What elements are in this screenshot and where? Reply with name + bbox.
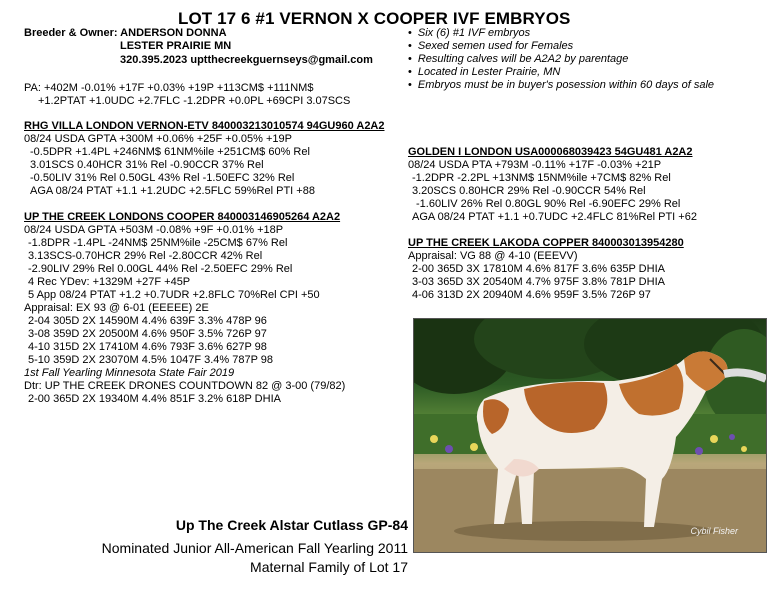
bullet-item: • Embryos must be in buyer's posession within 60 days of sale (408, 79, 714, 92)
dam-line: 3.13SCS-0.70HCR 29% Rel -2.80CCR 42% Rel (28, 250, 263, 262)
breeder-line: Breeder & Owner: ANDERSON DONNA (24, 27, 227, 39)
lakoda-line: Appraisal: VG 88 @ 4-10 (EEEVV) (408, 250, 578, 262)
breeder-location: LESTER PRAIRIE MN (120, 40, 232, 52)
bullet-item: • Sexed semen used for Females (408, 40, 714, 53)
lakoda-header: UP THE CREEK LAKODA COPPER 840003013954280 (408, 237, 684, 249)
golden-line: AGA 08/24 PTAT +1.1 +0.7UDC +2.4FLC 81%Rel PTI +62 (412, 211, 697, 223)
dam-line: 5-10 359D 2X 23070M 4.5% 1047F 3.4% 787P 98 (28, 354, 274, 366)
bullet-item: • Located in Lester Prairie, MN (408, 66, 714, 79)
dam-line: 3-08 359D 2X 20500M 4.6% 950F 3.5% 726P 97 (28, 328, 267, 340)
golden-line: -1.60LIV 26% Rel 0.80GL 90% Rel -6.90EFC 29% Rel (416, 198, 681, 210)
cow-illustration (414, 319, 766, 552)
dam-line: Appraisal: EX 93 @ 6-01 (EEEEE) 2E (24, 302, 209, 314)
lot-bullets (408, 27, 714, 92)
dam-line: 4 Rec YDev: +1329M +27F +45P (28, 276, 191, 288)
pa-line-1: PA: +402M -0.01% +17F +0.03% +19P +113CM$ +111NM$ (24, 82, 314, 94)
bullet-item: • Six (6) #1 IVF embryos (408, 27, 714, 40)
dam-line: -2.90LIV 29% Rel 0.00GL 44% Rel -2.50EFC 29% Rel (28, 263, 293, 275)
dam-line: -1.8DPR -1.4PL -24NM$ 25NM%ile -25CM$ 67% Rel (28, 237, 288, 249)
dam-daughter: Dtr: UP THE CREEK DRONES COUNTDOWN 82 @ 3-00 (79/82) (24, 380, 346, 392)
breeder-contact: 320.395.2023 uptthecreekguernseys@gmail.com (120, 54, 373, 66)
sire-line: 3.01SCS 0.40HCR 31% Rel -0.90CCR 37% Rel (30, 159, 264, 171)
sire-line: -0.5DPR +1.4PL +246NM$ 61NM%ile +251CM$ 60% Rel (30, 146, 310, 158)
golden-line: 08/24 USDA PTA +793M -0.11% +17F -0.03% +21P (408, 159, 662, 171)
dam-header: UP THE CREEK LONDONS COOPER 840003146905264 A2A2 (24, 211, 341, 223)
photo-caption-line: Nominated Junior All-American Fall Yearling 2011 (101, 540, 408, 556)
photo-caption-title: Up The Creek Alstar Cutlass GP-84 (175, 517, 408, 533)
sire-line: AGA 08/24 PTAT +1.1 +1.2UDC +2.5FLC 59%Rel PTI +88 (30, 185, 315, 197)
dam-line: 5 App 08/24 PTAT +1.2 +0.7UDR +2.8FLC 70%Rel CPI +50 (28, 289, 320, 301)
dam-line: 4-10 315D 2X 17410M 4.6% 793F 3.6% 627P 98 (28, 341, 267, 353)
pa-line-2: +1.2PTAT +1.0UDC +2.7FLC -1.2DPR +0.0PL +69CPI 3.07SCS (38, 95, 351, 107)
bullet-item: • Resulting calves will be A2A2 by parentage (408, 53, 714, 66)
dam-line: 2-04 305D 2X 14590M 4.4% 639F 3.3% 478P 96 (28, 315, 267, 327)
photo-caption-line: Maternal Family of Lot 17 (250, 559, 408, 575)
sire-line: 08/24 USDA GPTA +300M +0.06% +25F +0.05% +19P (24, 133, 292, 145)
lakoda-line: 2-00 365D 3X 17810M 4.6% 817F 3.6% 635P DHIA (412, 263, 665, 275)
cow-photo (413, 318, 767, 553)
dam-line: 08/24 USDA GPTA +503M -0.08% +9F +0.01% +18P (24, 224, 284, 236)
lakoda-line: 4-06 313D 2X 20940M 4.6% 959F 3.5% 726P 97 (412, 289, 651, 301)
golden-line: -1.2DPR -2.2PL +13NM$ 15NM%ile +7CM$ 82% Rel (412, 172, 671, 184)
sire-header: RHG VILLA LONDON VERNON-ETV 840003213010574 94GU960 A2A2 (24, 120, 385, 132)
sire-line: -0.50LIV 31% Rel 0.50GL 43% Rel -1.50EFC 32% Rel (30, 172, 295, 184)
lot-title: LOT 17 6 #1 VERNON X COOPER IVF EMBRYOS (178, 9, 571, 28)
lakoda-line: 3-03 365D 3X 20540M 4.7% 975F 3.8% 781P DHIA (412, 276, 665, 288)
photographer-signature: Cybil Fisher (690, 526, 738, 536)
dam-award: 1st Fall Yearling Minnesota State Fair 2019 (24, 367, 235, 379)
golden-line: 3.20SCS 0.80HCR 29% Rel -0.90CCR 54% Rel (412, 185, 646, 197)
dam-daughter-record: 2-00 365D 2X 19340M 4.4% 851F 3.2% 618P DHIA (28, 393, 281, 405)
golden-header: GOLDEN I LONDON USA000068039423 54GU481 A2A2 (408, 146, 693, 158)
